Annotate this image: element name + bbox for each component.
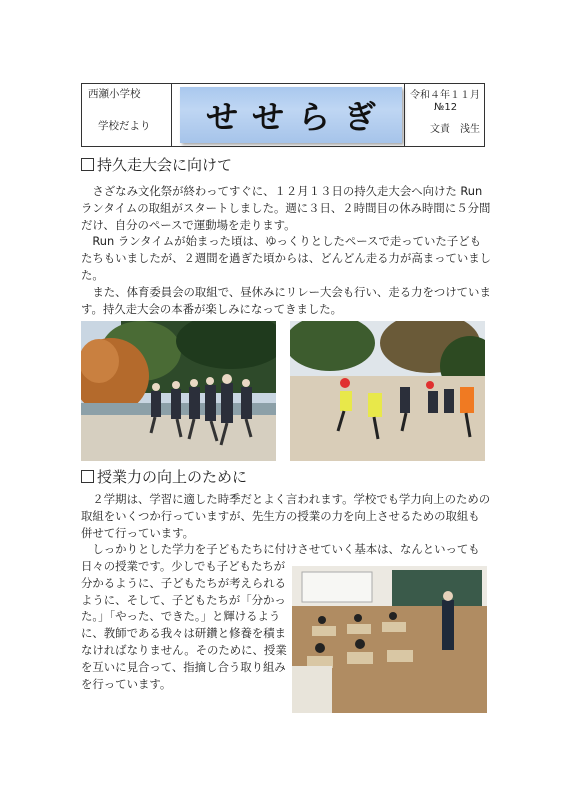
text-line: た。 — [81, 267, 104, 282]
text-line: す。持久走大会の本番が楽しみになってきました。 — [81, 301, 343, 316]
text-line: しっかりとした学力を子どもたちに付けさせていく基本は、なんといっても — [81, 542, 480, 557]
text-line: ２学期は、学習に適した時季だとよく言われます。学校でも学力向上のための — [81, 492, 491, 506]
text-line: Run ランタイムが始まった頃は、ゆっくりとしたペースで走っていた子ども — [81, 234, 481, 249]
text-line: 日々の授業です。少しでも子どもたちが — [81, 559, 286, 573]
text-line: また、体育委員会の取組で、昼休みにリレー大会も行い、走る力をつけていま — [81, 284, 491, 299]
newsletter-type: 学校だより — [98, 120, 151, 132]
text-line: 取組をいくつか行っていますが、先生方の授業の力を向上させるための取組も — [81, 508, 480, 523]
section1-body — [81, 183, 491, 317]
header-info-cell — [404, 84, 484, 146]
section2-body — [81, 491, 490, 558]
text-line: さざなみ文化祭が終わってすぐに、１２月１３日の持久走大会へ向けた Run — [81, 184, 483, 198]
text-line: を行っています。 — [81, 676, 172, 691]
heading-text: 持久走大会に向けて — [97, 156, 233, 174]
newsletter-header — [81, 83, 485, 147]
header-school-cell — [82, 84, 172, 146]
text-line: だけ、自分のペースで運動場を走ります。 — [81, 217, 296, 232]
title-banner — [180, 87, 402, 143]
text-line: に、教師である我々は研鑽と修養を積ま — [81, 626, 287, 641]
newsletter-title: せせらぎ — [205, 98, 390, 136]
text-line: 分かるように、子どもたちが考えられる — [81, 575, 287, 590]
checkbox-square-icon — [81, 158, 94, 171]
text-line: た。」「やった、できた。」と輝けるよう — [81, 609, 281, 624]
section-heading-teaching-skills — [81, 466, 247, 487]
section2-wrapped-body — [81, 558, 287, 692]
photo-relay-race — [290, 321, 485, 461]
text-line: ように、そして、子どもたちが「分かっ — [81, 592, 286, 607]
photo-classroom-lesson — [292, 566, 487, 713]
school-name: 西瀬小学校 — [88, 88, 141, 100]
issue-date: 令和４年１１月 — [410, 90, 480, 101]
checkbox-square-icon — [81, 470, 94, 483]
text-line: 併せて行っています。 — [81, 525, 194, 540]
author: 文責 浅生 — [430, 124, 480, 135]
text-line: なければなりません。そのために、授業 — [81, 642, 287, 657]
section-heading-endurance-run — [81, 154, 232, 175]
text-line: ランタイムの取組がスタートしました。週に３日、２時間目の休み時間に５分間 — [81, 200, 491, 215]
text-line: を互いに見合って、指摘し合う取り組み — [81, 659, 286, 674]
photo-running-children — [81, 321, 276, 461]
issue-number: №12 — [434, 102, 458, 113]
text-line: たちもいましたが、２週間を過ぎた頃からは、どんどん走る力が高まっていまし — [81, 251, 492, 266]
heading-text: 授業力の向上のために — [97, 468, 248, 486]
